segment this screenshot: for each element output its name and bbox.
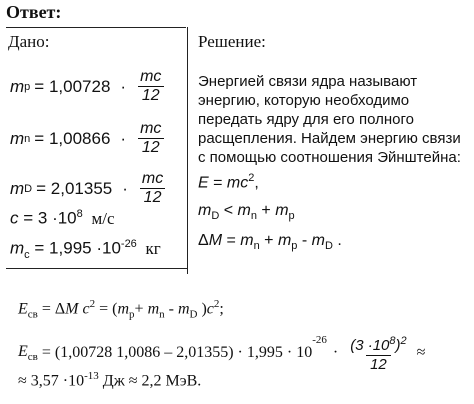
given-heading: Дано:	[8, 32, 50, 51]
given-mp	[10, 68, 165, 105]
mc-sub: c	[24, 249, 30, 262]
solution-para-line1: Энергией связи ядра называют	[198, 73, 418, 90]
calc-line2: $E_{св}$ = (1,00728 1,0086 – 2,01355) · 1,995 · 10 $^{-26}$ · $\frac{(3 \cdot 10^8)^2}{12}$ ≈	[18, 334, 426, 373]
solution-para-line4: расщепления. Найдем энергию связи	[198, 130, 461, 147]
calc-line2-dot: ·	[332, 344, 339, 361]
column-divider	[187, 27, 188, 274]
calc-line2-fraction	[346, 332, 410, 374]
calc-line2-rhs: = (1,00728 1,0086 – 2,01355) · 1,995 · 10	[41, 344, 313, 361]
header-rule	[6, 27, 186, 28]
solution-paragraph	[198, 72, 461, 167]
given-rule	[6, 268, 187, 269]
mn-var: m	[10, 128, 25, 148]
md-value: = 2,01355	[36, 178, 113, 198]
mp-sub: p	[24, 80, 31, 93]
mn-frac-den: 12	[138, 138, 164, 157]
calc-frac-den: 12	[366, 355, 391, 374]
calc-line1: $E_{св} = \Delta M$ $c^2 = (m_p+ m_n - m_D$ )$c^2$;	[18, 298, 224, 321]
calc-line3-exp: -13	[84, 370, 99, 382]
mc-value: = 1,995 ·10	[34, 238, 121, 258]
md-frac-num: mc	[141, 170, 164, 187]
mn-frac-num: mc	[140, 120, 162, 137]
calc-frac-num: $(3 \cdot 10^8)^2$	[350, 335, 407, 354]
mn-value: = 1,00866	[34, 128, 111, 148]
given-mn	[10, 120, 165, 157]
solution-eq2: $m_D < m_n + m_p$	[198, 202, 295, 223]
mp-var: m	[10, 76, 25, 96]
solution-para-line2: энергию, которую необходимо	[198, 92, 410, 109]
c-exp: 8	[76, 208, 83, 220]
mp-value: = 1,00728	[34, 76, 111, 96]
mp-dot: ·	[120, 76, 127, 96]
c-unit: м/с	[91, 208, 115, 228]
calc-line2-tail: ≈	[416, 344, 426, 361]
mp-fraction	[136, 68, 165, 105]
solution-eq3: $\Delta M = m_n + m_p - m_D$ .	[198, 232, 342, 253]
page-title: Ответ:	[6, 2, 62, 22]
mn-sub: n	[24, 132, 31, 145]
given-md	[10, 170, 167, 207]
mn-dot: ·	[120, 128, 127, 148]
c-value: = 3 ·10	[23, 208, 77, 228]
md-fraction	[138, 170, 167, 207]
calc-line2-exp: -26	[312, 334, 327, 346]
mn-fraction	[136, 120, 165, 157]
mp-frac-den: 12	[138, 86, 164, 105]
md-frac-den: 12	[140, 188, 166, 207]
mp-frac-num: mc	[140, 68, 162, 85]
c-var: c	[10, 208, 19, 228]
md-sub: D	[24, 182, 33, 195]
mc-exp: -26	[120, 238, 137, 250]
mc-var: m	[10, 238, 25, 258]
calc-line3-value: ≈ 3,57 ·10	[18, 372, 85, 390]
calc-line3-result: Дж ≈ 2,2 МэВ.	[102, 372, 202, 390]
calc-line3	[18, 370, 201, 390]
solution-para-line3: передать ядру для его полного	[198, 111, 414, 128]
solution-heading: Решение:	[198, 32, 266, 51]
given-mc	[10, 238, 161, 261]
md-dot: ·	[122, 178, 128, 198]
solution-eq1: $E = mc^2$,	[198, 172, 259, 192]
mc-unit: кг	[145, 238, 161, 258]
solution-para-line5: с помощью соотношения Эйнштейна:	[198, 149, 461, 166]
md-var: m	[10, 178, 25, 198]
given-c	[10, 208, 115, 229]
